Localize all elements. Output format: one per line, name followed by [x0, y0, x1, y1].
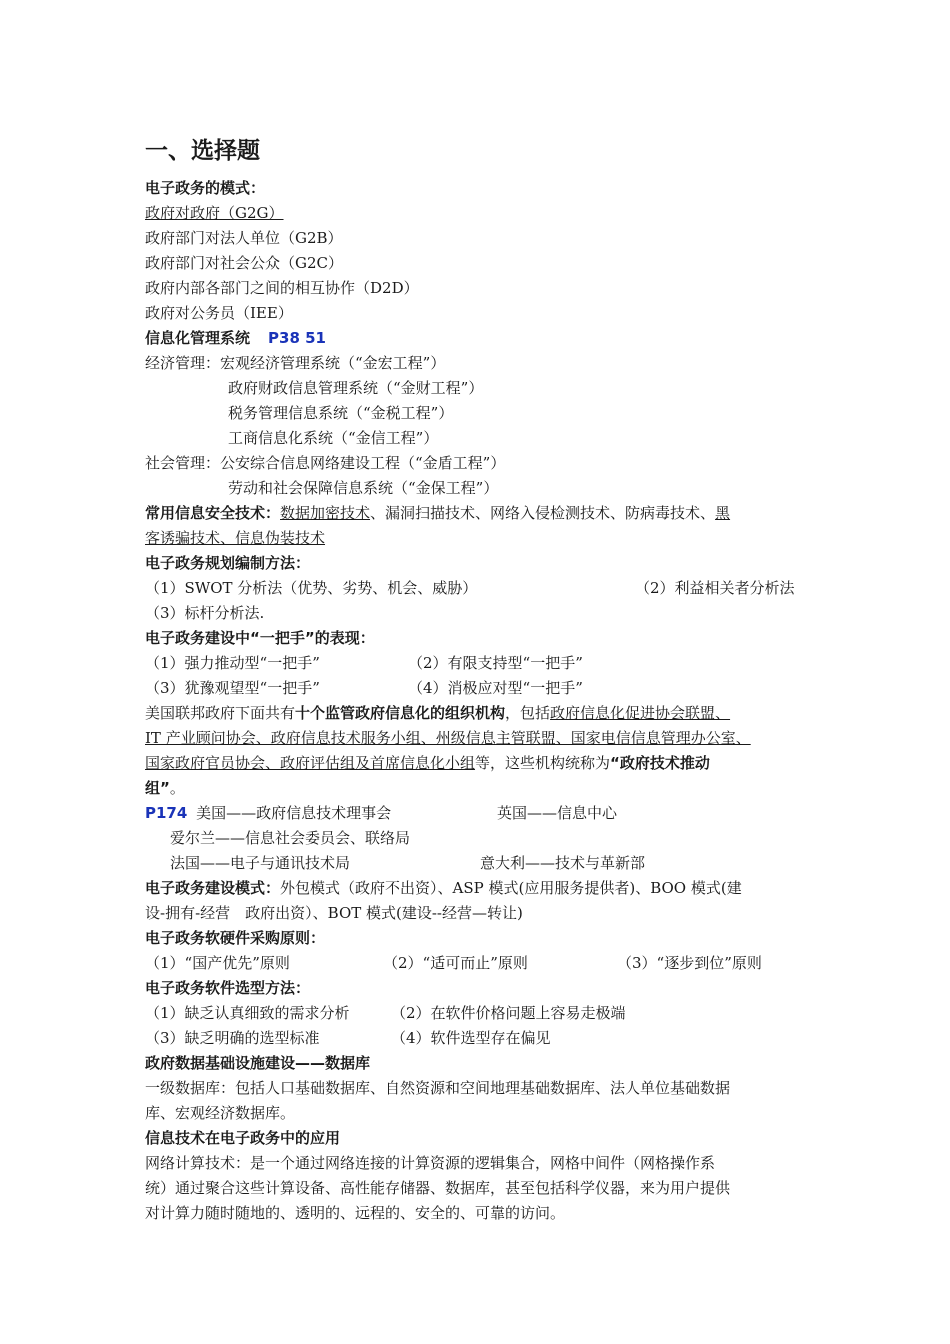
info-sys-heading-line	[145, 326, 825, 351]
procure-principle: （3）“逐步到位”原则	[617, 954, 762, 972]
procure-line	[145, 951, 825, 976]
build-heading: 电子政务建设模式：	[145, 879, 281, 897]
build-line	[145, 876, 825, 901]
apply-heading: 信息技术在电子政务中的应用	[145, 1129, 341, 1147]
apply-text: 网络计算技术：是一个通过网络连接的计算资源的逻辑集合，网格中间件（网格操作系	[145, 1154, 716, 1172]
us-text: 。	[169, 779, 185, 797]
software-item: （2）在软件价格问题上容易走极端	[391, 1004, 626, 1022]
security-underlined: 数据加密技术	[280, 504, 371, 522]
db-text: 库、宏观经济数据库。	[145, 1104, 296, 1122]
info-sys-heading: 信息化管理系统	[145, 329, 251, 347]
software-line	[145, 1001, 825, 1026]
build-text: 设-拥有-经营 政府出资）、BOT 模式(建设--经营—转让)	[145, 904, 523, 922]
security-heading: 常用信息安全技术：	[145, 504, 281, 522]
us-text: 等，这些机构统称为	[475, 754, 611, 772]
mode-item: 政府对政府（G2G）	[145, 204, 284, 222]
mode-item: 政府部门对法人单位（G2B）	[145, 229, 343, 247]
page-ref: P38 51	[268, 329, 326, 347]
us-underlined: 政府信息化促进协会联盟、	[550, 704, 731, 722]
econ-label: 经济管理：	[145, 354, 221, 372]
econ-item: 政府财政信息管理系统（“金财工程”）	[228, 379, 484, 397]
security-underlined: 黑	[715, 504, 731, 522]
country-org: 法国——电子与通讯技术局	[170, 854, 351, 872]
us-bold: 组”	[145, 779, 170, 797]
leader-type: （1）强力推动型“一把手”	[145, 654, 320, 672]
software-item: （4）软件选型存在偏见	[391, 1029, 551, 1047]
procure-heading: 电子政务软硬件采购原则：	[145, 929, 326, 947]
software-item: （1）缺乏认真细致的需求分析	[145, 1004, 350, 1022]
us-text: 美国联邦政府下面共有	[145, 704, 296, 722]
software-heading: 电子政务软件选型方法：	[145, 979, 311, 997]
planning-line	[145, 576, 825, 601]
p174-line	[145, 801, 825, 826]
leader-heading: 电子政务建设中“一把手”的表现：	[145, 629, 375, 647]
apply-text: 对计算力随时随地的、透明的、远程的、安全的、可靠的访问。	[145, 1204, 566, 1222]
us-underlined: 国家政府官员协会、政府评估组及首席信息化小组	[145, 754, 476, 772]
country-org: 美国——政府信息技术理事会	[196, 804, 392, 822]
econ-item: 税务管理信息系统（“金税工程”）	[228, 404, 454, 422]
leader-type: （2）有限支持型“一把手”	[408, 654, 583, 672]
page-ref: P174	[145, 804, 188, 822]
us-bold: 十个监管政府信息化的组织机构	[295, 704, 506, 722]
modes-heading: 电子政务的模式：	[145, 179, 266, 197]
econ-line	[145, 351, 825, 376]
country-org: 爱尔兰——信息社会委员会、联络局	[170, 829, 411, 847]
apply-text: 统）通过聚合这些计算设备、高性能存储器、数据库，甚至包括科学仪器，来为用户提供	[145, 1179, 731, 1197]
mode-item: 政府内部各部门之间的相互协作（D2D）	[145, 279, 419, 297]
us-text: ，包括	[505, 704, 551, 722]
section-title: 一、选择题	[145, 138, 260, 164]
us-paragraph-line	[145, 751, 825, 776]
db-text: 一级数据库：包括人口基础数据库、自然资源和空间地理基础数据库、法人单位基础数据	[145, 1079, 731, 1097]
db-heading: 政府数据基础设施建设——数据库	[145, 1054, 371, 1072]
mode-item: 政府部门对社会公众（G2C）	[145, 254, 344, 272]
security-underlined: 客诱骗技术、信息伪装技术	[145, 529, 326, 547]
mode-item: 政府对公务员（IEE）	[145, 304, 293, 322]
build-text: 外包模式（政府不出资）、ASP 模式(应用服务提供者)、BOO 模式(建	[280, 879, 742, 897]
social-item: 劳动和社会保障信息系统（“金保工程”）	[228, 479, 499, 497]
social-label: 社会管理：	[145, 454, 221, 472]
econ-item: 工商信息化系统（“金信工程”）	[228, 429, 439, 447]
country-org: 英国——信息中心	[497, 804, 618, 822]
social-item: 公安综合信息网络建设工程（“金盾工程”）	[220, 454, 506, 472]
procure-principle: （1）“国产优先”原则	[145, 954, 290, 972]
security-line	[145, 501, 825, 526]
software-item: （3）缺乏明确的选型标准	[145, 1029, 320, 1047]
country-org: 意大利——技术与革新部	[480, 854, 646, 872]
us-bold: “政府技术推动	[610, 754, 710, 772]
p174-line	[170, 851, 850, 876]
procure-principle: （2）“适可而止”原则	[383, 954, 528, 972]
security-text: 、漏洞扫描技术、网络入侵检测技术、防病毒技术、	[370, 504, 716, 522]
planning-heading: 电子政务规划编制方法：	[145, 554, 311, 572]
planning-method: （3）标杆分析法.	[145, 604, 265, 622]
us-paragraph-line	[145, 701, 825, 726]
leader-line	[145, 676, 825, 701]
software-line	[145, 1026, 825, 1051]
social-line	[145, 451, 825, 476]
leader-line	[145, 651, 825, 676]
leader-type: （4）消极应对型“一把手”	[408, 679, 583, 697]
us-underlined: IT 产业顾问协会、政府信息技术服务小组、州级信息主管联盟、国家电信信息管理办公室、	[145, 729, 751, 747]
planning-method: （2）利益相关者分析法	[635, 579, 795, 597]
leader-type: （3）犹豫观望型“一把手”	[145, 679, 320, 697]
planning-method: （1）SWOT 分析法（优势、劣势、机会、威胁）	[145, 579, 478, 597]
econ-item: 宏观经济管理系统（“金宏工程”）	[220, 354, 446, 372]
us-paragraph-line	[145, 776, 825, 801]
